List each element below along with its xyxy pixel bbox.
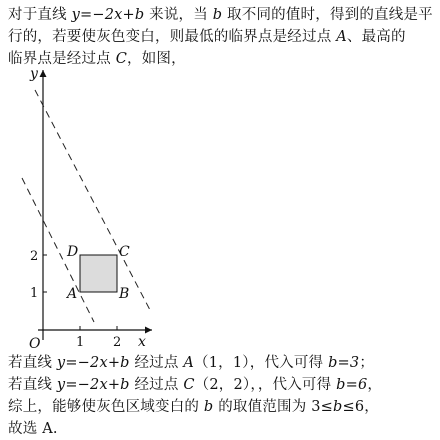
gray-square bbox=[80, 255, 117, 292]
line-equation: y=−2x+b bbox=[71, 7, 145, 23]
solution-line-1 bbox=[8, 352, 434, 374]
x-axis-label: x bbox=[138, 334, 146, 350]
y-tick-label-2: 2 bbox=[30, 249, 39, 264]
solution-fragment: 经过点 bbox=[129, 355, 184, 371]
variable-b: b bbox=[203, 399, 214, 415]
solution-fragment: 经过点 bbox=[129, 377, 184, 393]
solution-fragment: 综上，能够使灰色区域变白的 bbox=[8, 399, 204, 415]
point-c-ref: C bbox=[183, 377, 195, 393]
x-tick-label-2: 2 bbox=[113, 335, 122, 350]
solution-fragment: 的取值范围为 3≤ bbox=[213, 399, 333, 415]
final-answer: 故选 A. bbox=[8, 421, 58, 437]
variable-b: b bbox=[333, 399, 343, 415]
point-b-label: B bbox=[119, 286, 130, 302]
point-a-ref: A bbox=[336, 29, 347, 45]
solution-fragment: 若直线 bbox=[8, 377, 57, 393]
solution-line-3 bbox=[8, 396, 434, 418]
solution-text bbox=[8, 352, 434, 440]
variable-b: b bbox=[212, 7, 223, 23]
intro-text: 取不同的值时，得到的直线是平 bbox=[222, 7, 433, 23]
intro-text: 行的，若要使灰色变白，则最低的临界点是经过点 bbox=[8, 29, 337, 45]
point-a-label: A bbox=[67, 286, 78, 302]
origin-label: O bbox=[29, 336, 41, 352]
y-axis-label: y bbox=[30, 66, 38, 82]
y-tick-label-1: 1 bbox=[30, 286, 39, 301]
result-b-6: b=6 bbox=[336, 377, 368, 393]
line-equation: y=−2x+b bbox=[56, 355, 130, 371]
solution-fragment: ； bbox=[359, 355, 375, 371]
solution-fragment: 若直线 bbox=[8, 355, 57, 371]
x-tick-label-1: 1 bbox=[76, 335, 85, 350]
solution-fragment: （1，1），代入可得 bbox=[194, 355, 329, 371]
line-equation: y=−2x+b bbox=[56, 377, 130, 393]
intro-text: 对于直线 bbox=[8, 7, 72, 23]
result-b-3: b=3 bbox=[328, 355, 360, 371]
solution-fragment: ， bbox=[367, 377, 383, 393]
solution-line-2 bbox=[8, 374, 434, 396]
point-c-label: C bbox=[119, 244, 130, 260]
point-d-label: D bbox=[67, 244, 79, 260]
solution-fragment: ≤6， bbox=[342, 399, 379, 415]
solution-line-4 bbox=[8, 418, 434, 440]
solution-fragment: （2，2），，代入可得 bbox=[194, 377, 337, 393]
intro-text: 临界点是经过点 bbox=[8, 51, 116, 67]
intro-text: 、最高的 bbox=[346, 29, 406, 45]
point-c-ref: C bbox=[115, 51, 128, 67]
intro-text: ，如图， bbox=[127, 51, 186, 67]
point-a-ref: A bbox=[183, 355, 195, 371]
intro-text: 来说，当 bbox=[144, 7, 213, 23]
